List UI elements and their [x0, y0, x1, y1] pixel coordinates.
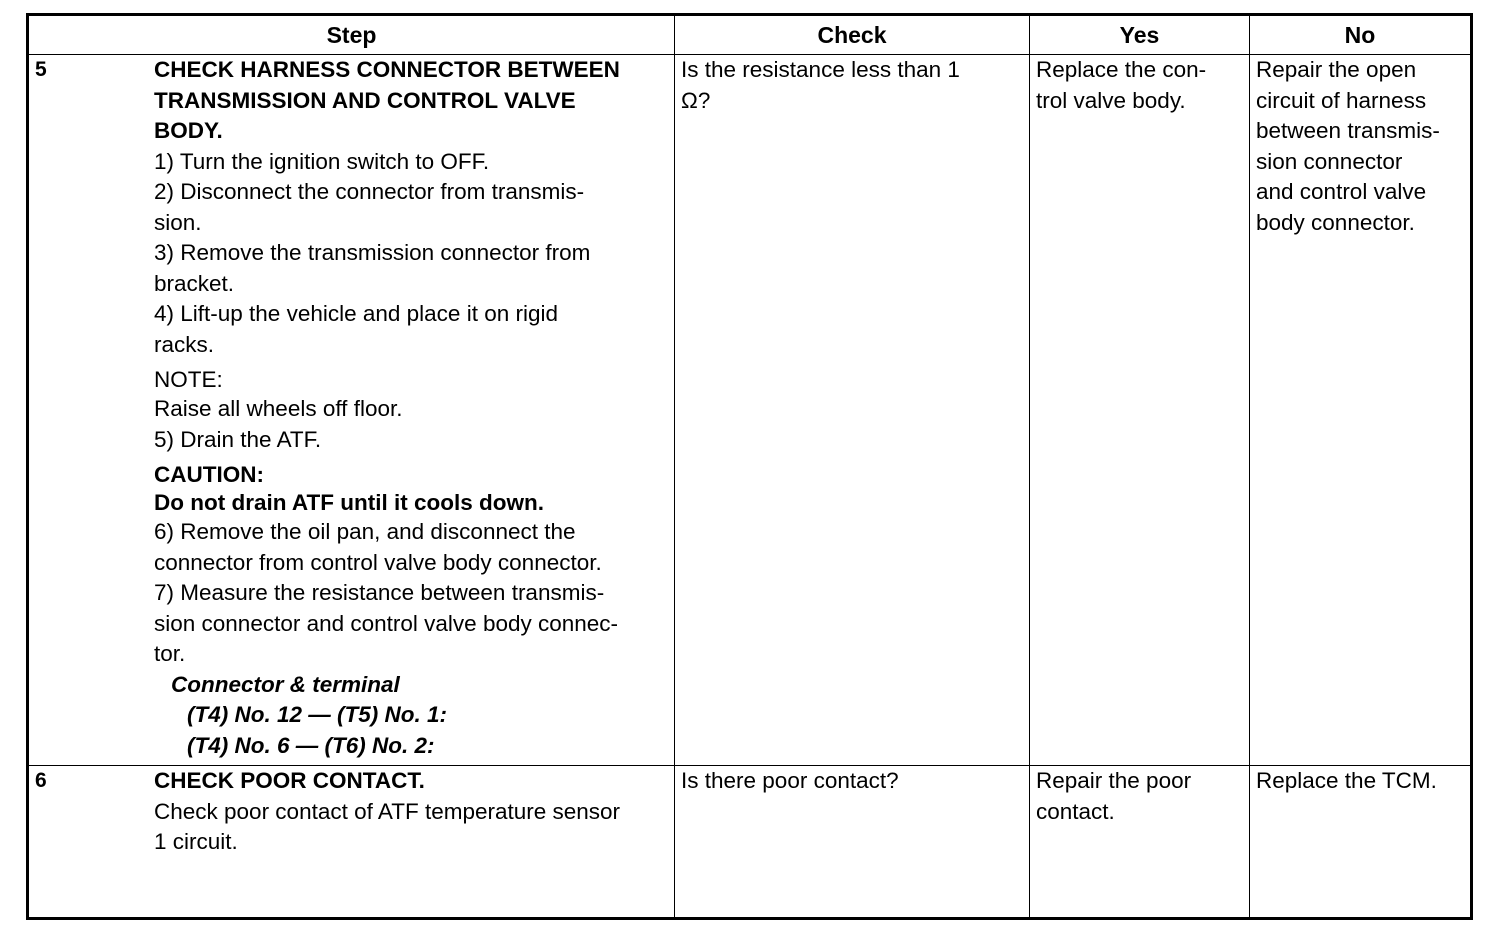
- step-title-line: BODY.: [154, 118, 223, 143]
- note-label: NOTE:: [154, 367, 223, 392]
- no-line: circuit of harness: [1256, 87, 1427, 113]
- caution-text: Do not drain ATF until it cools down.: [154, 490, 544, 515]
- procedure-line: 1) Turn the ignition switch to OFF.: [154, 148, 490, 174]
- note-text: Raise all wheels off floor.: [154, 396, 403, 421]
- step-body-6: [154, 766, 674, 858]
- procedure-line: 5) Drain the ATF.: [154, 426, 322, 452]
- yes-line: Repair the poor: [1036, 768, 1192, 793]
- procedure-line: 3) Remove the transmission connector from: [154, 240, 591, 265]
- procedure-line: 7) Measure the resistance between transmis-: [154, 580, 605, 605]
- step-cell-6: [28, 766, 675, 919]
- table-row-step-5: [28, 55, 1472, 766]
- check-line: Is the resistance less than 1: [681, 57, 960, 82]
- no-cell-6: [1250, 766, 1472, 919]
- yes-line: trol valve body.: [1036, 87, 1186, 113]
- yes-cell-5: [1030, 55, 1250, 766]
- check-line: Ω?: [681, 87, 711, 113]
- procedure-line: tor.: [154, 641, 186, 666]
- procedure-line: 6) Remove the oil pan, and disconnect the: [154, 519, 576, 544]
- step-cell-5: [28, 55, 675, 766]
- procedure-line: racks.: [154, 331, 215, 357]
- table-row-step-6: [28, 766, 1472, 919]
- procedure-line: 2) Disconnect the connector from transmis-: [154, 179, 585, 204]
- spec-title: Connector & terminal: [171, 671, 400, 697]
- check-cell-5: [675, 55, 1030, 766]
- procedure-line: 1 circuit.: [154, 829, 238, 854]
- no-line: sion connector: [1256, 148, 1403, 174]
- spec-line: (T4) No. 12 — (T5) No. 1:: [187, 702, 448, 727]
- no-line: and control valve: [1256, 179, 1427, 204]
- no-cell-5: [1250, 55, 1472, 766]
- procedure-line: Check poor contact of ATF temperature sensor: [154, 798, 621, 824]
- yes-line: Replace the con-: [1036, 57, 1207, 82]
- step-body-5: [154, 55, 674, 761]
- procedure-line: sion connector and control valve body connec-: [154, 610, 619, 636]
- header-step: Step: [28, 15, 675, 55]
- header-check: Check: [675, 15, 1030, 55]
- no-line: Repair the open: [1256, 57, 1417, 82]
- step-number: 6: [35, 769, 47, 792]
- header-row: [28, 15, 1472, 55]
- no-line: Replace the TCM.: [1256, 768, 1437, 793]
- spec-line: (T4) No. 6 — (T6) No. 2:: [187, 732, 435, 758]
- procedure-line: connector from control valve body connector.: [154, 549, 602, 575]
- caution-label: CAUTION:: [154, 462, 264, 487]
- no-line: body connector.: [1256, 209, 1415, 235]
- check-cell-6: [675, 766, 1030, 919]
- check-line: Is there poor contact?: [681, 768, 899, 793]
- header-yes: Yes: [1030, 15, 1250, 55]
- no-line: between transmis-: [1256, 118, 1440, 143]
- procedure-line: sion.: [154, 209, 202, 235]
- yes-line: contact.: [1036, 798, 1115, 824]
- step-title-line: TRANSMISSION AND CONTROL VALVE: [154, 87, 576, 113]
- step-number: 5: [35, 58, 47, 81]
- diagnostic-table: [26, 13, 1473, 920]
- header-no: No: [1250, 15, 1472, 55]
- step-title-line: CHECK POOR CONTACT.: [154, 768, 425, 793]
- yes-cell-6: [1030, 766, 1250, 919]
- step-title-line: CHECK HARNESS CONNECTOR BETWEEN: [154, 57, 620, 82]
- procedure-line: 4) Lift-up the vehicle and place it on rigid: [154, 301, 558, 326]
- procedure-line: bracket.: [154, 270, 235, 296]
